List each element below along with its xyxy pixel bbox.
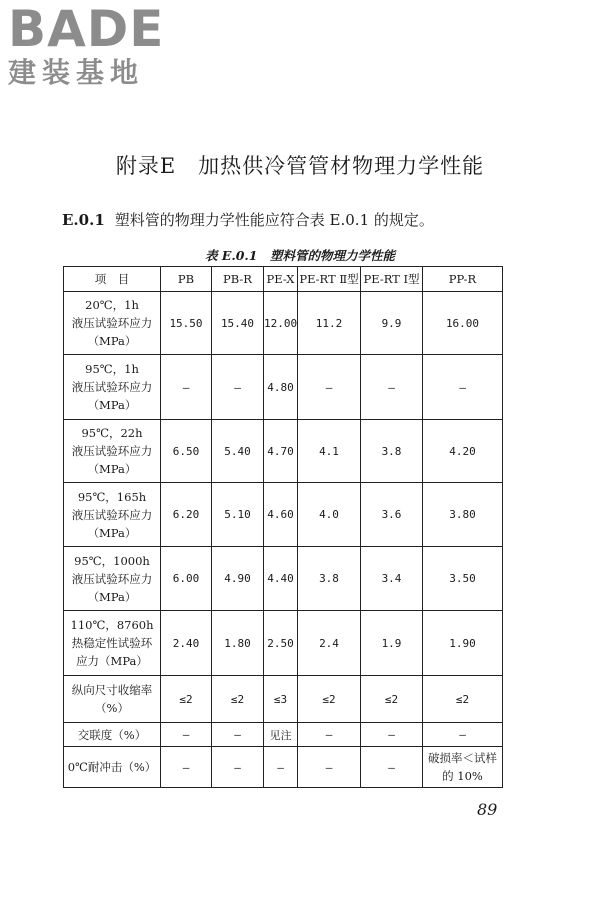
table-row	[64, 747, 503, 788]
item-line: 20℃，1h	[85, 298, 139, 312]
header-pe-rt-1: PE-RT Ⅰ型	[361, 267, 423, 292]
item-cell	[64, 723, 161, 747]
value-cell: —	[423, 355, 503, 420]
item-line: （MPa）	[87, 589, 137, 604]
table-row	[64, 355, 503, 420]
item-line: 液压试验环应力	[71, 507, 153, 522]
value-cell: —	[423, 723, 503, 747]
value-cell: —	[298, 723, 361, 747]
value-cell: 4.90	[212, 547, 264, 611]
value-cell: ≤2	[161, 676, 212, 723]
value-cell: 4.70	[264, 420, 298, 483]
value-cell: ≤2	[298, 676, 361, 723]
value-cell: 6.20	[161, 483, 212, 547]
value-cell: 1.90	[423, 611, 503, 676]
item-line: 95℃，1000h	[74, 553, 150, 568]
value-cell: 2.50	[264, 611, 298, 676]
value-cell: ≤3	[264, 676, 298, 723]
value-cell: —	[298, 355, 361, 420]
value-cell: 11.2	[298, 292, 361, 355]
value-cell: 5.40	[212, 420, 264, 483]
value-cell: —	[361, 355, 423, 420]
item-cell	[64, 420, 161, 483]
value-cell: —	[161, 723, 212, 747]
appendix-title: 附录E 加热供冷管管材物理力学性能	[115, 154, 485, 178]
value-cell: —	[361, 747, 423, 788]
header-pe-rt-2: PE-RT Ⅱ型	[298, 267, 361, 292]
value-cell: 6.50	[161, 420, 212, 483]
value-cell: —	[212, 723, 264, 747]
value-cell: 3.50	[423, 547, 503, 611]
item-line: 液压试验环应力	[71, 316, 153, 330]
clause-number: E.0.1	[62, 211, 105, 229]
bade-logo	[8, 0, 165, 90]
header-item: 项 目	[64, 267, 161, 292]
value-cell: —	[161, 355, 212, 420]
value-cell: 2.40	[161, 611, 212, 676]
value-cell: —	[298, 747, 361, 788]
value-cell: 12.00	[264, 292, 298, 355]
value-cell: 2.4	[298, 611, 361, 676]
table-row	[64, 420, 503, 483]
value-cell: 见注	[264, 723, 298, 747]
item-cell	[64, 355, 161, 420]
table-row	[64, 611, 503, 676]
table-row	[64, 676, 503, 723]
item-cell	[64, 747, 161, 788]
header-pe-x: PE-X	[264, 267, 298, 292]
value-cell: 4.80	[264, 355, 298, 420]
table-header-row	[64, 267, 503, 292]
value-cell: 3.80	[423, 483, 503, 547]
header-pb-r: PB-R	[212, 267, 264, 292]
value-line: 的 10%	[442, 769, 483, 783]
value-cell: 9.9	[361, 292, 423, 355]
item-cell	[64, 611, 161, 676]
value-cell: 4.60	[264, 483, 298, 547]
item-line: （MPa）	[87, 334, 137, 348]
item-cell	[64, 547, 161, 611]
clause-e01	[62, 209, 434, 230]
table-row	[64, 723, 503, 747]
item-line: （%）	[95, 701, 129, 715]
value-cell: ≤2	[423, 676, 503, 723]
table-caption: 表 E.0.1 塑料管的物理力学性能	[205, 248, 395, 263]
properties-table	[63, 266, 503, 788]
value-cell: 4.0	[298, 483, 361, 547]
value-cell: —	[212, 747, 264, 788]
item-line: 交联度（%）	[77, 727, 147, 742]
item-line: 液压试验环应力	[71, 571, 153, 586]
value-cell: 4.20	[423, 420, 503, 483]
value-cell: 4.1	[298, 420, 361, 483]
value-line: 破损率＜试样	[428, 751, 497, 765]
clause-text: 塑料管的物理力学性能应符合表 E.0.1 的规定。	[114, 211, 434, 229]
value-cell: —	[161, 747, 212, 788]
value-cell: ≤2	[361, 676, 423, 723]
logo-subtitle: 建装基地	[8, 56, 145, 89]
value-cell: —	[264, 747, 298, 788]
item-cell	[64, 483, 161, 547]
item-line: （MPa）	[87, 398, 137, 412]
item-line: 应力（MPa）	[76, 654, 148, 668]
item-cell	[64, 292, 161, 355]
value-cell	[423, 747, 503, 788]
table-row	[64, 547, 503, 611]
value-cell: 1.80	[212, 611, 264, 676]
item-line: （MPa）	[87, 462, 137, 476]
item-line: 纵向尺寸收缩率	[71, 683, 153, 697]
value-cell: 16.00	[423, 292, 503, 355]
value-cell: ≤2	[212, 676, 264, 723]
value-cell: 1.9	[361, 611, 423, 676]
value-cell: —	[361, 723, 423, 747]
item-line: 110℃，8760h	[70, 618, 154, 632]
item-line: 95℃，22h	[81, 426, 143, 440]
value-cell: —	[212, 355, 264, 420]
table-row	[64, 483, 503, 547]
value-cell: 3.4	[361, 547, 423, 611]
item-line: 0℃耐冲击（%）	[67, 760, 157, 774]
value-cell: 3.8	[361, 420, 423, 483]
item-line: 95℃，165h	[77, 489, 147, 504]
item-line: 热稳定性试验环	[71, 636, 153, 650]
item-line: 95℃，1h	[85, 362, 139, 376]
value-cell: 4.40	[264, 547, 298, 611]
page-number: 89	[477, 800, 498, 819]
value-cell: 5.10	[212, 483, 264, 547]
value-cell: 15.50	[161, 292, 212, 355]
value-cell: 15.40	[212, 292, 264, 355]
item-line: 液压试验环应力	[71, 444, 153, 458]
header-pp-r: PP-R	[423, 267, 503, 292]
value-cell: 3.8	[298, 547, 361, 611]
value-cell: 6.00	[161, 547, 212, 611]
item-line: （MPa）	[87, 525, 137, 540]
item-line: 液压试验环应力	[71, 380, 153, 394]
logo-brand: BADE	[8, 0, 165, 58]
item-cell	[64, 676, 161, 723]
value-cell: 3.6	[361, 483, 423, 547]
table-row	[64, 292, 503, 355]
header-pb: PB	[161, 267, 212, 292]
